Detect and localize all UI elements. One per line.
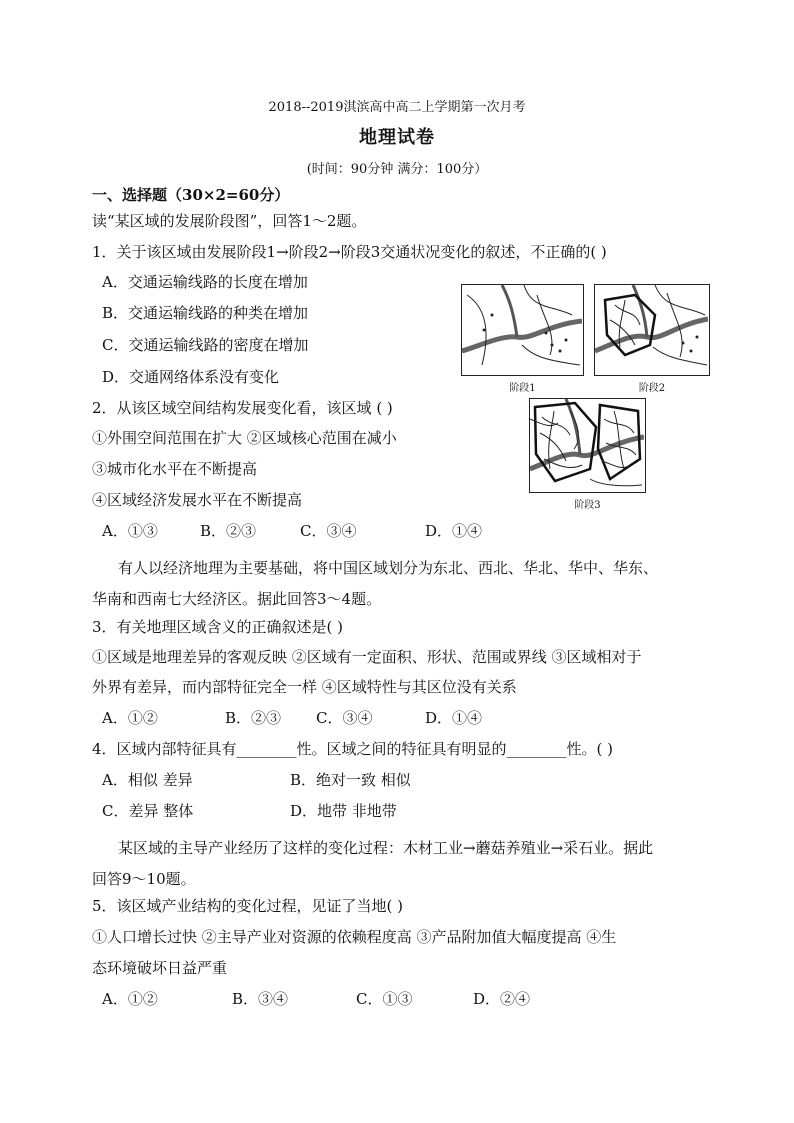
question-3-option-a: A．①② <box>102 709 158 727</box>
question-5-stem: 5．该区域产业结构的变化过程，见证了当地( ) <box>92 897 404 915</box>
question-5-option-c: C．①③ <box>356 990 413 1008</box>
question-1-stem: 1．关于该区域由发展阶段1→阶段2→阶段3交通状况变化的叙述，不正确的( ) <box>92 243 607 261</box>
passage-2-line-2: 华南和西南七大经济区。据此回答3～4题。 <box>92 590 382 608</box>
stage-1-caption: 阶段1 <box>509 383 536 394</box>
question-3-stem: 3．有关地理区域含义的正确叙述是( ) <box>92 618 344 636</box>
question-1-option-b: B．交通运输线路的种类在增加 <box>102 304 309 322</box>
question-5-option-b: B．③④ <box>232 990 289 1008</box>
question-3-statements-1: ①区域是地理差异的客观反映 ②区域有一定面积、形状、范围或界线 ③区域相对于 <box>92 648 642 666</box>
exam-meta: (时间：90分钟 满分：100分） <box>306 162 488 177</box>
stage-1-map <box>461 284 584 376</box>
question-5-statements-1: ①人口增长过快 ②主导产业对资源的依赖程度高 ③产品附加值大幅度提高 ④生 <box>92 928 617 946</box>
question-2-option-d: D．①④ <box>425 522 483 540</box>
question-2-statements-1: ①外围空间范围在扩大 ②区域核心范围在减小 <box>92 429 397 447</box>
passage-3-line-1: 某区域的主导产业经历了这样的变化过程：木材工业→蘑菇养殖业→采石业。据此 <box>118 839 654 857</box>
question-3-option-d: D．①④ <box>425 709 483 727</box>
stage-2-figure <box>594 284 710 394</box>
section-intro: 读“某区域的发展阶段图”，回答1～2题。 <box>92 212 367 230</box>
question-3-option-b: B．②③ <box>225 709 282 727</box>
question-3-option-c: C．③④ <box>316 709 373 727</box>
stage-1-figure <box>461 284 584 394</box>
question-2-statements-3: ④区域经济发展水平在不断提高 <box>92 491 303 509</box>
question-1-option-a: A．交通运输线路的长度在增加 <box>102 273 308 291</box>
question-5-option-a: A．①② <box>102 990 158 1008</box>
stage-3-figure <box>529 398 646 510</box>
stage-2-caption: 阶段2 <box>638 383 666 394</box>
question-2-option-a: A．①③ <box>102 522 158 540</box>
question-2-option-b: B．②③ <box>200 522 257 540</box>
question-4-option-d: D．地带 非地带 <box>290 802 397 820</box>
question-2-option-c: C．③④ <box>300 522 357 540</box>
question-2-statements-2: ③城市化水平在不断提高 <box>92 460 258 478</box>
passage-3-line-2: 回答9～10题。 <box>92 870 196 888</box>
question-4-option-b: B．绝对一致 相似 <box>290 771 411 789</box>
question-4-option-a: A．相似 差异 <box>102 771 193 789</box>
page-title: 地理试卷 <box>359 127 435 148</box>
stage-2-map <box>594 284 710 376</box>
question-3-statements-2: 外界有差异，而内部特征完全一样 ④区域特性与其区位没有关系 <box>92 678 517 696</box>
question-4-stem: 4．区域内部特征具有________性。区域之间的特征具有明显的________性。( ) <box>92 740 614 758</box>
question-4-option-c: C．差异 整体 <box>102 802 194 820</box>
passage-2-line-1: 有人以经济地理为主要基础，将中国区域划分为东北、西北、华北、华中、华东、 <box>118 559 659 577</box>
section-heading: 一、选择题（30×2=60分） <box>92 186 290 204</box>
question-2-stem: 2．从该区域空间结构发展变化看，该区域 ( ) <box>92 399 393 417</box>
question-5-option-d: D．②④ <box>473 990 531 1008</box>
stage-3-map <box>529 398 646 493</box>
stage-3-caption: 阶段3 <box>574 500 601 511</box>
question-1-option-c: C．交通运输线路的密度在增加 <box>102 336 309 354</box>
school-exam-line: 2018--2019淇滨高中高二上学期第一次月考 <box>268 100 526 115</box>
question-5-statements-2: 态环境破坏日益严重 <box>92 959 228 977</box>
question-1-option-d: D．交通网络体系没有变化 <box>102 368 280 386</box>
